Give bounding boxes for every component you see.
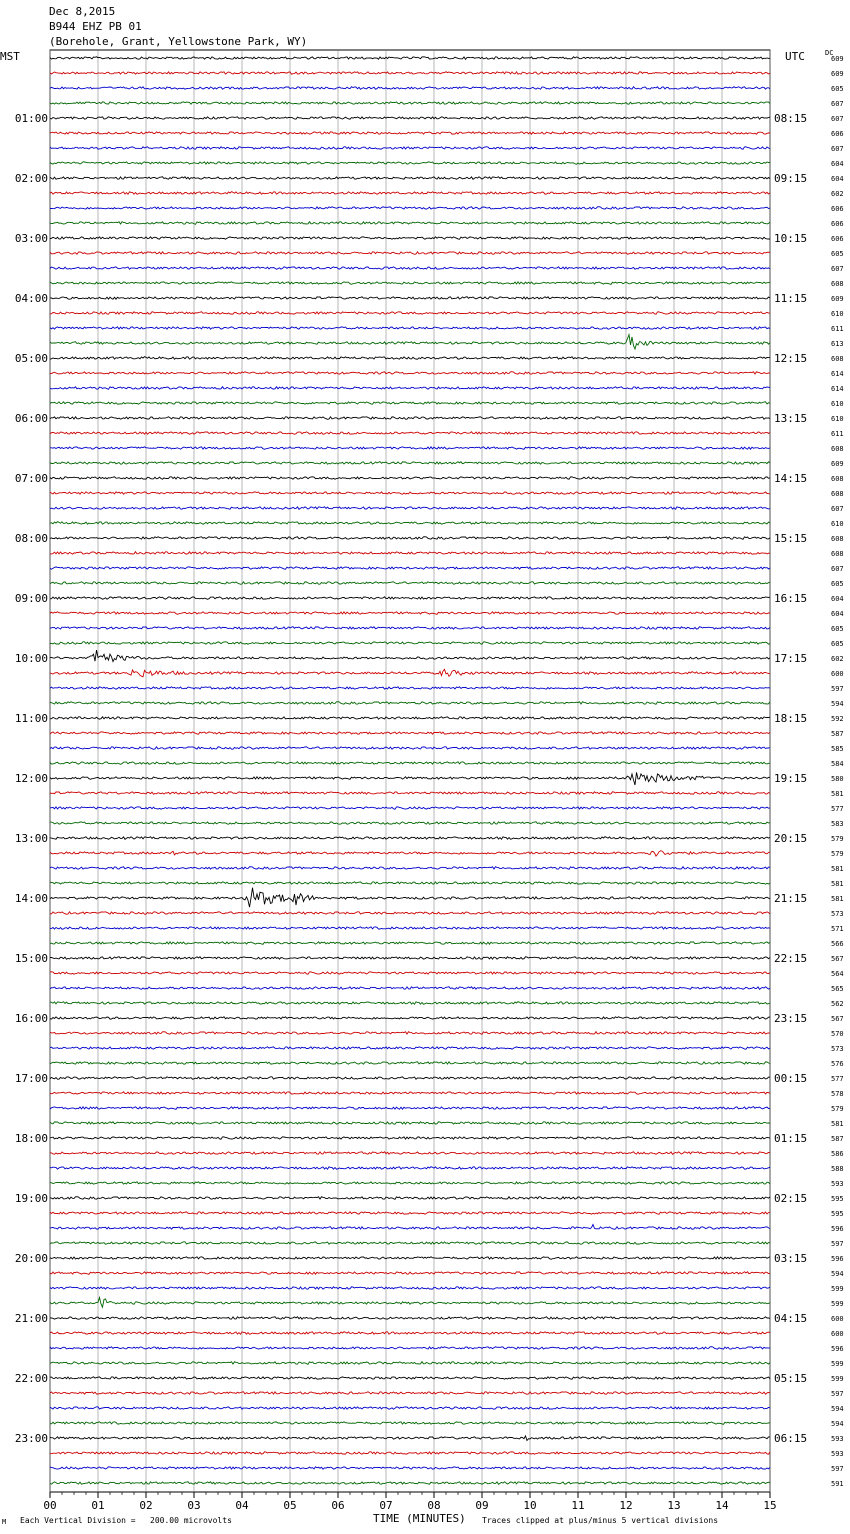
dc-offset-label: 564: [831, 970, 844, 978]
utc-hour-label: 20:15: [774, 832, 808, 845]
trace-43: [50, 687, 770, 690]
dc-offset-label: 578: [831, 1090, 844, 1098]
dc-offset-label: 600: [831, 670, 844, 678]
x-tick-label: 08: [427, 1499, 441, 1512]
trace-88: [50, 1362, 770, 1365]
dc-offset-label: 605: [831, 625, 844, 633]
trace-71: [50, 1107, 770, 1110]
dc-offset-label: 606: [831, 220, 844, 228]
dc-offset-label: 579: [831, 1105, 844, 1113]
utc-hour-label: 00:15: [774, 1072, 808, 1085]
trace-15: [50, 267, 770, 270]
x-tick-label: 15: [763, 1499, 777, 1512]
utc-hour-label: 17:15: [774, 652, 808, 665]
trace-9: [50, 177, 770, 180]
trace-92: [50, 1422, 770, 1425]
dc-offset-label: 608: [831, 535, 844, 543]
dc-offset-label: 597: [831, 1390, 844, 1398]
dc-offset-label: 599: [831, 1300, 844, 1308]
dc-offset-label: 613: [831, 340, 844, 348]
trace-73: [50, 1137, 770, 1139]
dc-offset-label: 614: [831, 385, 844, 393]
mst-hour-label: 17:00: [14, 1072, 48, 1085]
trace-22: [50, 372, 770, 375]
x-tick-label: 07: [379, 1499, 393, 1512]
dc-offset-label: 597: [831, 685, 844, 693]
scale-note-value: 200.00 microvolts: [150, 1516, 232, 1525]
dc-offset-label: 610: [831, 400, 844, 408]
dc-offset-label: 599: [831, 1285, 844, 1293]
trace-68: [50, 1062, 770, 1065]
trace-57: [50, 888, 770, 908]
trace-44: [50, 702, 770, 705]
utc-axis-title: UTC: [785, 50, 805, 63]
utc-hour-label: 10:15: [774, 232, 808, 245]
x-tick-label: 11: [571, 1499, 585, 1512]
mst-hour-label: 06:00: [14, 412, 48, 425]
x-tick-label: 12: [619, 1499, 633, 1512]
mst-hour-label: 15:00: [14, 952, 48, 965]
dc-offset-label: 595: [831, 1210, 844, 1218]
trace-5: [50, 117, 770, 120]
dc-offset-label: 605: [831, 640, 844, 648]
utc-hour-label: 03:15: [774, 1252, 808, 1265]
chart-date: Dec 8,2015: [49, 5, 116, 18]
trace-32: [50, 522, 770, 525]
dc-offset-label: 602: [831, 190, 844, 198]
dc-offset-label: 607: [831, 145, 844, 153]
mst-hour-label: 22:00: [14, 1372, 48, 1385]
dc-offset-label: 594: [831, 1420, 844, 1428]
dc-offset-label: 610: [831, 520, 844, 528]
dc-offset-label: 608: [831, 550, 844, 558]
trace-28: [50, 462, 770, 465]
trace-47: [50, 747, 770, 750]
trace-95: [50, 1467, 770, 1470]
dc-offset-label: 584: [831, 760, 844, 768]
dc-offset-label: 602: [831, 655, 844, 663]
utc-hour-label: 21:15: [774, 892, 808, 905]
utc-hour-label: 19:15: [774, 772, 808, 785]
trace-64: [50, 1002, 770, 1005]
dc-offset-label: 577: [831, 1075, 844, 1083]
trace-83: [50, 1287, 770, 1289]
dc-offset-label: 606: [831, 235, 844, 243]
mst-hour-label: 21:00: [14, 1312, 48, 1325]
trace-10: [50, 192, 770, 195]
dc-offset-label: 587: [831, 730, 844, 738]
trace-80: [50, 1242, 770, 1245]
trace-36: [50, 582, 770, 585]
dc-offset-label: 596: [831, 1255, 844, 1263]
x-tick-label: 02: [139, 1499, 153, 1512]
dc-offset-label: 581: [831, 1120, 844, 1128]
dc-offset-label: 593: [831, 1180, 844, 1188]
trace-30: [50, 492, 770, 495]
trace-4: [50, 102, 770, 104]
trace-25: [50, 417, 770, 420]
x-tick-label: 05: [283, 1499, 297, 1512]
dc-offset-label: 610: [831, 310, 844, 318]
mst-hour-label: 19:00: [14, 1192, 48, 1205]
dc-offset-label: 607: [831, 115, 844, 123]
trace-86: [50, 1332, 770, 1335]
trace-24: [50, 402, 770, 404]
mst-hour-label: 07:00: [14, 472, 48, 485]
dc-offset-label: 588: [831, 1165, 844, 1173]
trace-19: [50, 327, 770, 330]
trace-11: [50, 207, 770, 210]
dc-offset-label: 611: [831, 325, 844, 333]
trace-27: [50, 447, 770, 450]
dc-offset-label: 607: [831, 265, 844, 273]
x-tick-label: 09: [475, 1499, 489, 1512]
dc-offset-label: 608: [831, 280, 844, 288]
dc-offset-label: 608: [831, 490, 844, 498]
dc-offset-label: 581: [831, 865, 844, 873]
utc-hour-label: 05:15: [774, 1372, 808, 1385]
trace-21: [50, 357, 770, 360]
dc-offset-label: 605: [831, 250, 844, 258]
dc-offset-label: 604: [831, 160, 844, 168]
dc-offset-label: 609: [831, 460, 844, 468]
x-tick-label: 00: [43, 1499, 57, 1512]
trace-82: [50, 1272, 770, 1275]
dc-offset-label: 594: [831, 700, 844, 708]
trace-37: [50, 597, 770, 600]
dc-offset-label: 597: [831, 1465, 844, 1473]
mst-hour-label: 20:00: [14, 1252, 48, 1265]
dc-offset-label: 605: [831, 85, 844, 93]
trace-34: [50, 552, 770, 555]
utc-hour-label: 12:15: [774, 352, 808, 365]
trace-38: [50, 612, 770, 615]
x-tick-label: 01: [91, 1499, 105, 1512]
trace-61: [50, 957, 770, 960]
trace-52: [50, 822, 770, 825]
dc-offset-label: 577: [831, 805, 844, 813]
x-tick-label: 14: [715, 1499, 729, 1512]
dc-offset-label: 579: [831, 835, 844, 843]
dc-offset-label: 591: [831, 1480, 844, 1488]
dc-offset-label: 614: [831, 370, 844, 378]
trace-96: [50, 1482, 770, 1485]
dc-offset-label: 608: [831, 475, 844, 483]
trace-74: [50, 1152, 770, 1155]
mst-hour-label: 23:00: [14, 1432, 48, 1445]
dc-offset-label: 607: [831, 565, 844, 573]
dc-offset-label: 608: [831, 355, 844, 363]
utc-hour-label: 18:15: [774, 712, 808, 725]
dc-offset-label: 581: [831, 895, 844, 903]
dc-offset-label: 567: [831, 1015, 844, 1023]
trace-72: [50, 1122, 770, 1124]
dc-offset-label: 586: [831, 1150, 844, 1158]
dc-offset-label: 609: [831, 70, 844, 78]
dc-offset-label: 570: [831, 1030, 844, 1038]
trace-13: [50, 237, 770, 239]
trace-55: [50, 867, 770, 870]
trace-78: [50, 1212, 770, 1214]
scale-note-prefix: Each Vertical Division =: [20, 1516, 136, 1525]
utc-hour-label: 11:15: [774, 292, 808, 305]
trace-54: [50, 851, 770, 856]
dc-offset-label: 579: [831, 850, 844, 858]
dc-offset-label: 566: [831, 940, 844, 948]
trace-3: [50, 87, 770, 90]
dc-offset-label: 610: [831, 415, 844, 423]
trace-39: [50, 627, 770, 630]
dc-offset-label: 596: [831, 1225, 844, 1233]
dc-offset-label: 607: [831, 100, 844, 108]
trace-50: [50, 792, 770, 795]
trace-56: [50, 882, 770, 884]
mst-hour-label: 16:00: [14, 1012, 48, 1025]
trace-65: [50, 1017, 770, 1019]
trace-17: [50, 297, 770, 300]
mst-hour-label: 12:00: [14, 772, 48, 785]
dc-offset-label: 587: [831, 1135, 844, 1143]
mst-hour-label: 02:00: [14, 172, 48, 185]
corner-mark: M: [2, 1518, 7, 1526]
mst-axis-title: MST: [0, 50, 20, 63]
trace-87: [50, 1347, 770, 1350]
dc-offset-label: 594: [831, 1270, 844, 1278]
trace-75: [50, 1167, 770, 1170]
utc-hour-label: 04:15: [774, 1312, 808, 1325]
dc-offset-label: 611: [831, 430, 844, 438]
trace-79: [50, 1225, 770, 1230]
trace-51: [50, 807, 770, 809]
trace-18: [50, 312, 770, 314]
trace-42: [50, 669, 770, 677]
utc-hour-label: 09:15: [774, 172, 808, 185]
dc-offset-label: 583: [831, 820, 844, 828]
dc-offset-label: 581: [831, 880, 844, 888]
clip-note: Traces clipped at plus/minus 5 vertical divisions: [482, 1516, 719, 1525]
trace-2: [50, 72, 770, 75]
mst-hour-label: 14:00: [14, 892, 48, 905]
dc-offset-label: 573: [831, 1045, 844, 1053]
x-tick-label: 03: [187, 1499, 201, 1512]
utc-hour-label: 14:15: [774, 472, 808, 485]
utc-hour-label: 23:15: [774, 1012, 808, 1025]
mst-hour-label: 03:00: [14, 232, 48, 245]
dc-offset-label: 605: [831, 580, 844, 588]
trace-76: [50, 1182, 770, 1184]
trace-58: [50, 912, 770, 915]
mst-hour-label: 18:00: [14, 1132, 48, 1145]
trace-33: [50, 537, 770, 540]
trace-35: [50, 567, 770, 569]
dc-offset-label: 600: [831, 1315, 844, 1323]
dc-offset-title: DC: [825, 49, 834, 57]
dc-offset-label: 592: [831, 715, 844, 723]
trace-29: [50, 477, 770, 479]
trace-77: [50, 1197, 770, 1200]
mst-hour-label: 11:00: [14, 712, 48, 725]
utc-hour-label: 15:15: [774, 532, 808, 545]
utc-hour-label: 06:15: [774, 1432, 808, 1445]
dc-offset-label: 576: [831, 1060, 844, 1068]
utc-hour-label: 08:15: [774, 112, 808, 125]
trace-6: [50, 132, 770, 134]
mst-hour-label: 09:00: [14, 592, 48, 605]
dc-offset-label: 573: [831, 910, 844, 918]
trace-93: [50, 1436, 770, 1441]
mst-hour-label: 04:00: [14, 292, 48, 305]
trace-89: [50, 1377, 770, 1379]
dc-offset-label: 597: [831, 1240, 844, 1248]
dc-offset-label: 599: [831, 1360, 844, 1368]
trace-41: [50, 650, 770, 662]
dc-offset-label: 599: [831, 1375, 844, 1383]
mst-hour-label: 05:00: [14, 352, 48, 365]
trace-62: [50, 972, 770, 974]
mst-hour-label: 01:00: [14, 112, 48, 125]
trace-12: [50, 222, 770, 225]
dc-offset-label: 580: [831, 775, 844, 783]
trace-69: [50, 1077, 770, 1080]
dc-offset-label: 593: [831, 1435, 844, 1443]
utc-hour-label: 16:15: [774, 592, 808, 605]
dc-offset-label: 609: [831, 295, 844, 303]
dc-offset-label: 581: [831, 790, 844, 798]
station-code: B944 EHZ PB 01: [49, 20, 142, 33]
trace-90: [50, 1392, 770, 1395]
trace-85: [50, 1317, 770, 1320]
dc-offset-label: 571: [831, 925, 844, 933]
trace-81: [50, 1257, 770, 1260]
trace-7: [50, 147, 770, 149]
dc-offset-label: 593: [831, 1450, 844, 1458]
trace-20: [50, 335, 770, 349]
x-tick-label: 13: [667, 1499, 681, 1512]
trace-40: [50, 642, 770, 644]
trace-59: [50, 927, 770, 930]
mst-hour-label: 10:00: [14, 652, 48, 665]
dc-offset-label: 594: [831, 1405, 844, 1413]
x-tick-label: 10: [523, 1499, 537, 1512]
dc-offset-label: 604: [831, 175, 844, 183]
trace-8: [50, 162, 770, 165]
dc-offset-label: 606: [831, 130, 844, 138]
dc-offset-label: 565: [831, 985, 844, 993]
trace-26: [50, 432, 770, 435]
trace-53: [50, 837, 770, 840]
dc-offset-label: 608: [831, 445, 844, 453]
dc-offset-label: 567: [831, 955, 844, 963]
dc-offset-label: 604: [831, 595, 844, 603]
mst-hour-label: 08:00: [14, 532, 48, 545]
trace-31: [50, 507, 770, 510]
utc-hour-label: 01:15: [774, 1132, 808, 1145]
trace-48: [50, 762, 770, 765]
x-axis-title: TIME (MINUTES): [373, 1512, 466, 1525]
trace-16: [50, 282, 770, 285]
trace-66: [50, 1032, 770, 1035]
x-tick-label: 04: [235, 1499, 249, 1512]
dc-offset-label: 595: [831, 1195, 844, 1203]
dc-offset-label: 600: [831, 1330, 844, 1338]
trace-14: [50, 252, 770, 255]
trace-63: [50, 987, 770, 990]
utc-hour-label: 13:15: [774, 412, 808, 425]
trace-91: [50, 1407, 770, 1410]
trace-67: [50, 1047, 770, 1049]
dc-offset-label: 585: [831, 745, 844, 753]
trace-49: [50, 772, 770, 785]
utc-hour-label: 02:15: [774, 1192, 808, 1205]
dc-offset-label: 604: [831, 610, 844, 618]
trace-1: [50, 57, 770, 60]
trace-45: [50, 717, 770, 719]
mst-hour-label: 13:00: [14, 832, 48, 845]
x-tick-label: 06: [331, 1499, 345, 1512]
dc-offset-label: 606: [831, 205, 844, 213]
trace-94: [50, 1452, 770, 1454]
plot-frame: [50, 50, 770, 1492]
dc-offset-label: 562: [831, 1000, 844, 1008]
utc-hour-label: 22:15: [774, 952, 808, 965]
trace-23: [50, 387, 770, 390]
trace-84: [50, 1298, 770, 1308]
trace-46: [50, 732, 770, 734]
station-location: (Borehole, Grant, Yellowstone Park, WY): [49, 35, 308, 48]
dc-offset-label: 596: [831, 1345, 844, 1353]
dc-offset-label: 607: [831, 505, 844, 513]
dc-offset-label: 609: [831, 55, 844, 63]
trace-60: [50, 942, 770, 945]
trace-70: [50, 1092, 770, 1095]
